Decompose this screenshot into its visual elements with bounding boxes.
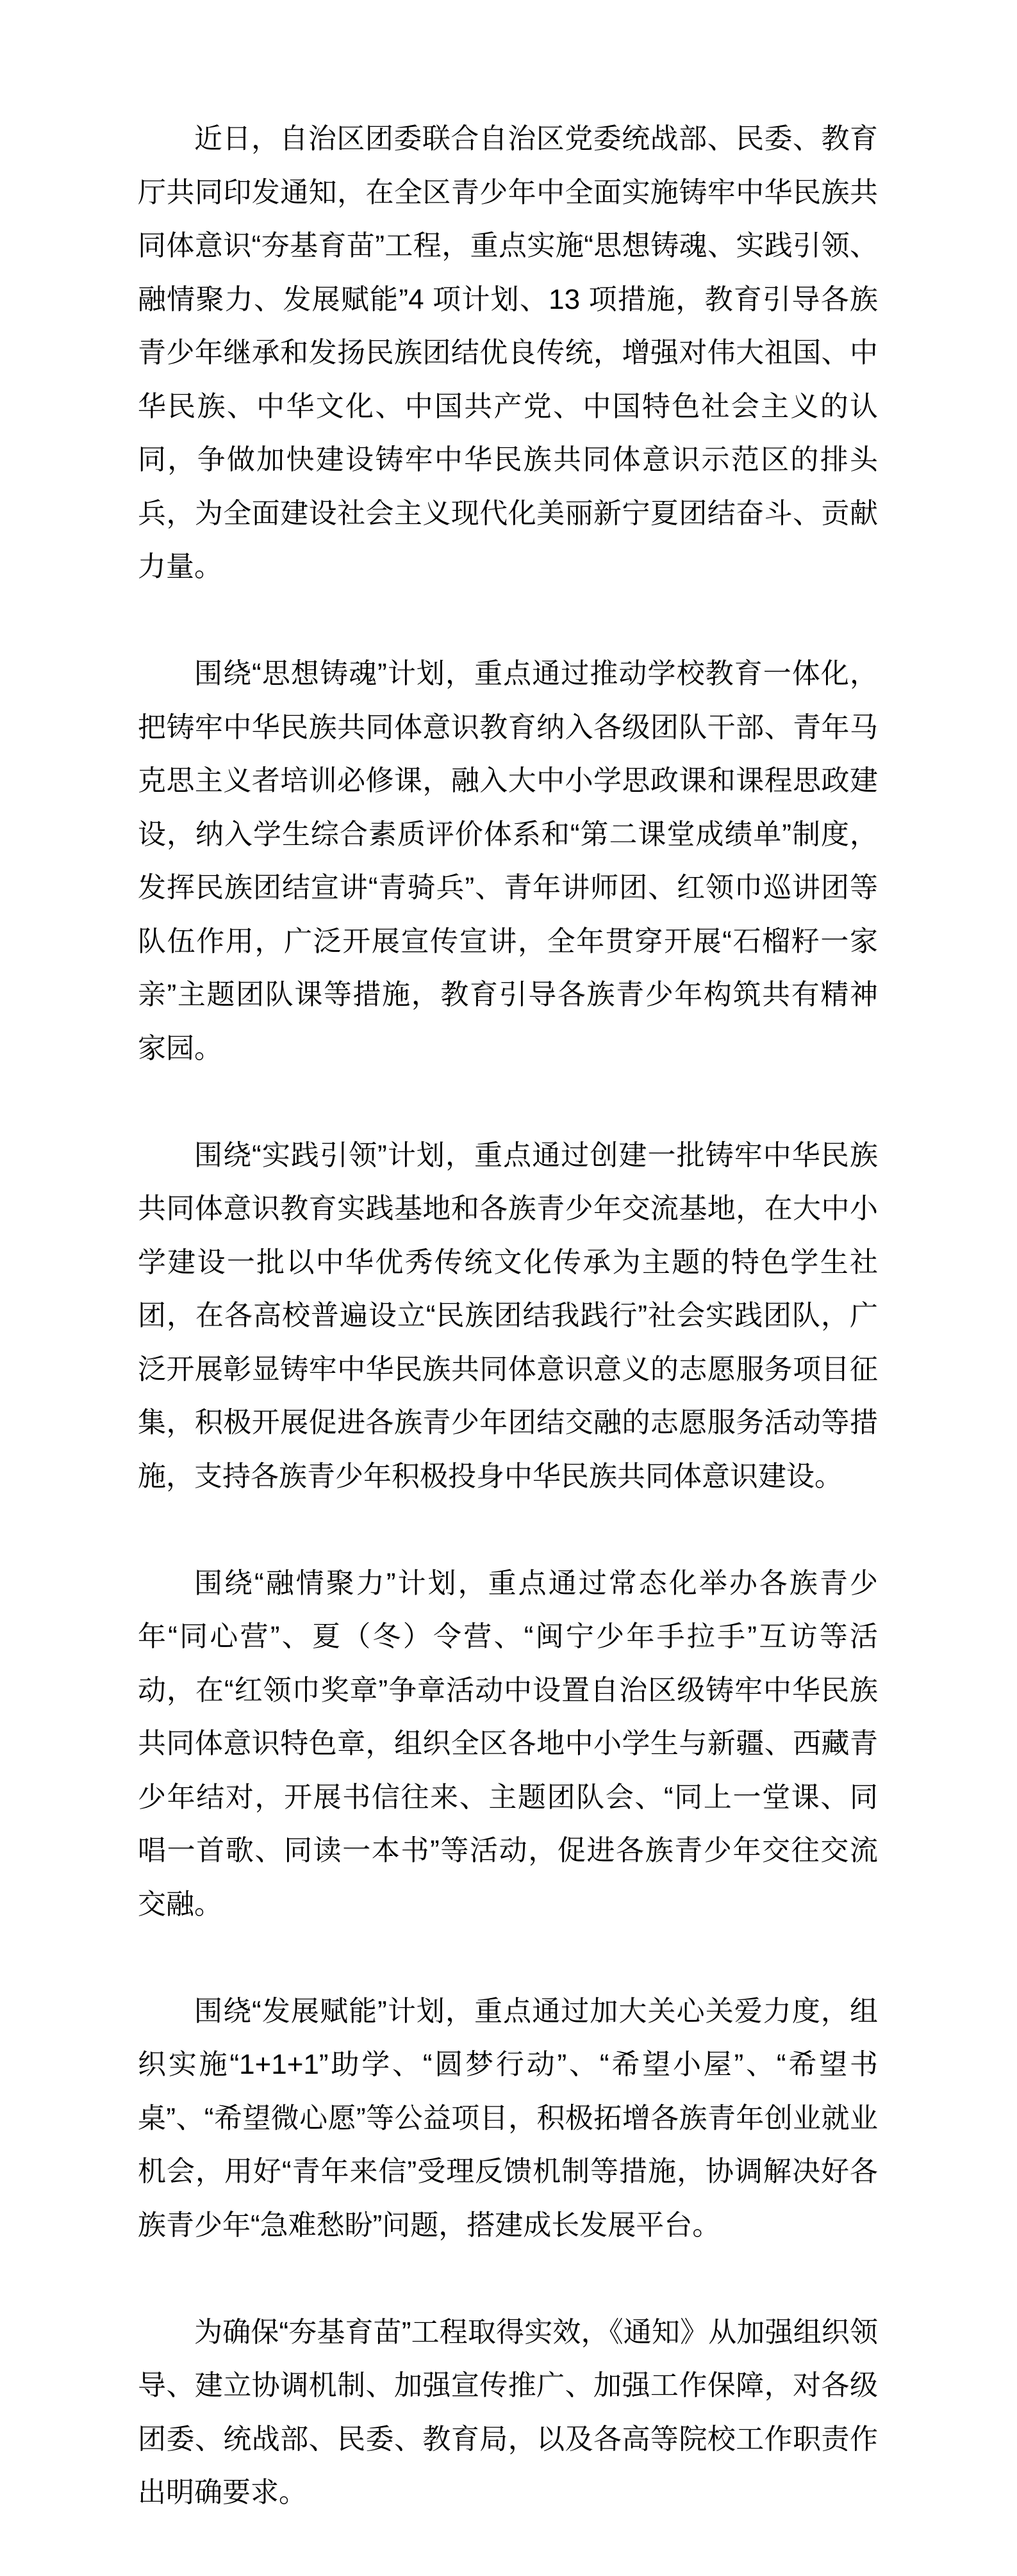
article-paragraph: 围绕“融情聚力”计划，重点通过常态化举办各族青少年“同心营”、夏（冬）令营、“闽宁少年手拉手”互访等活动，在“红领巾奖章”争章活动中设置自治区级铸牢中华民族共同体意识特色章，组织全区各地中小学生与新疆、西藏青少年结对，开展书信往来、主题团队会、“同上一堂课、同唱一首歌、同读一本书”等活动，促进各族青少年交往交流交融。: [138, 1567, 878, 1920]
article-paragraph: 围绕“思想铸魂”计划，重点通过推动学校教育一体化，把铸牢中华民族共同体意识教育纳入各级团队干部、青年马克思主义者培训必修课，融入大中小学思政课和课程思政建设，纳入学生综合素质评价体系和“第二课堂成绩单”制度，发挥民族团结宣讲“青骑兵”、青年讲师团、红领巾巡讲团等队伍作用，广泛开展宣传宣讲，全年贯穿开展“石榴籽一家亲”主题团队课等措施，教育引导各族青少年构筑共有精神家园。: [138, 658, 878, 1064]
article-paragraph: 围绕“发展赋能”计划，重点通过加大关心关爱力度，组织实施“1+1+1”助学、“圆梦行动”、“希望小屋”、“希望书桌”、“希望微心愿”等公益项目，积极拓增各族青年创业就业机会，用好“青年来信”受理反馈机制等措施，协调解决好各族青少年“急难愁盼”问题，搭建成长发展平台。: [138, 1995, 878, 2241]
article-paragraph: 近日，自治区团委联合自治区党委统战部、民委、教育厅共同印发通知，在全区青少年中全面实施铸牢中华民族共同体意识“夯基育苗”工程，重点实施“思想铸魂、实践引领、融情聚力、发展赋能”4 项计划、13 项措施，教育引导各族青少年继承和发扬民族团结优良传统，增强对伟大祖国、中华民族、中华文化、中国共产党、中国特色社会主义的认同，争做加快建设铸牢中华民族共同体意识示范区的排头兵，为全面建设社会主义现代化美丽新宁夏团结奋斗、贡献力量。: [138, 123, 878, 582]
article-paragraph: 为确保“夯基育苗”工程取得实效，《通知》从加强组织领导、建立协调机制、加强宣传推广、加强工作保障，对各级团委、统战部、民委、教育局，以及各高等院校工作职责作出明确要求。: [138, 2316, 878, 2508]
article-paragraph: 围绕“实践引领”计划，重点通过创建一批铸牢中华民族共同体意识教育实践基地和各族青少年交流基地，在大中小学建设一批以中华优秀传统文化传承为主题的特色学生社团，在各高校普遍设立“民族团结我践行”社会实践团队，广泛开展彰显铸牢中华民族共同体意识意义的志愿服务项目征集，积极开展促进各族青少年团结交融的志愿服务活动等措施，支持各族青少年积极投身中华民族共同体意识建设。: [138, 1139, 878, 1492]
